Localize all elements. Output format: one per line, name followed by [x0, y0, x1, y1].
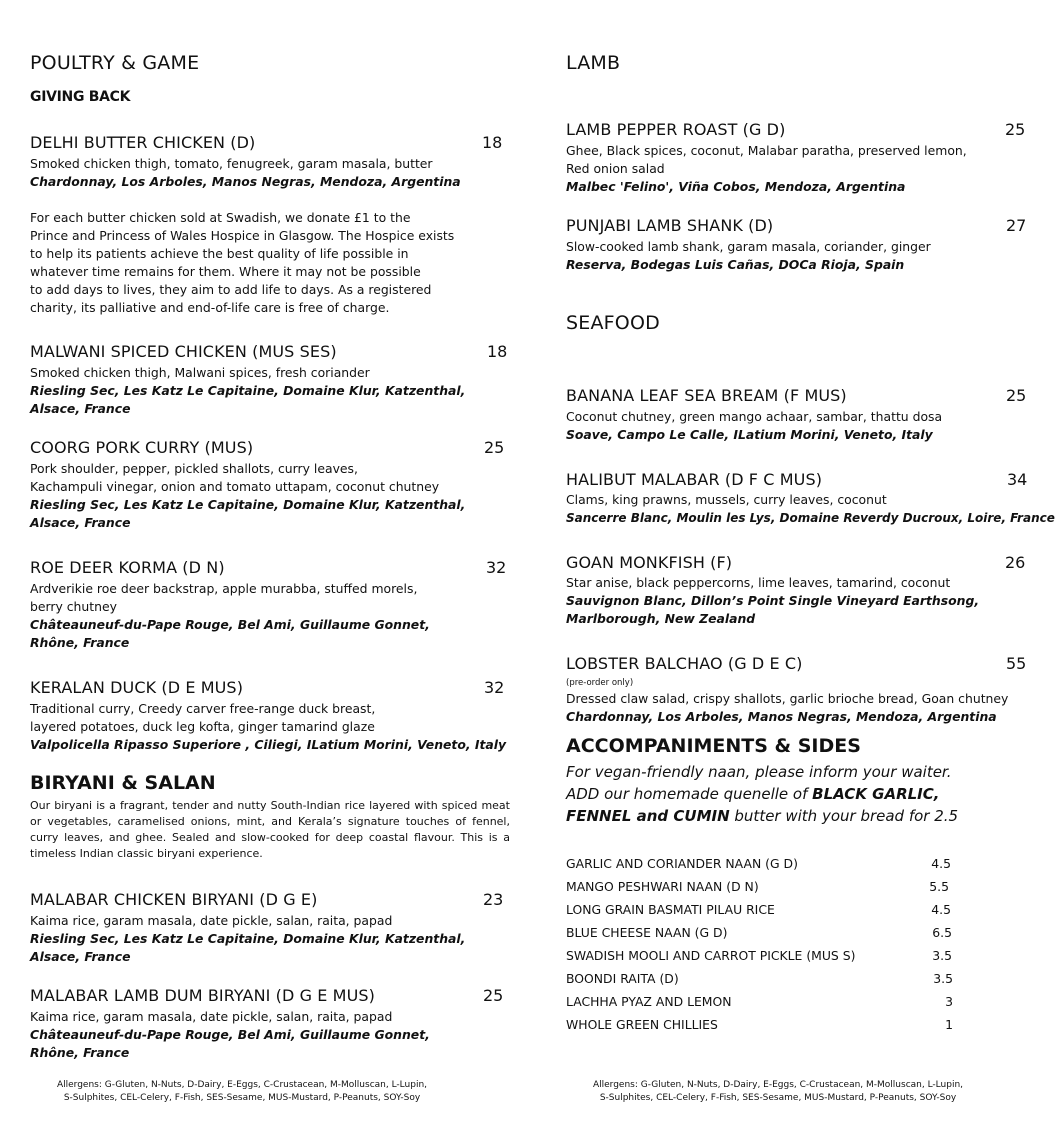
intro-text: butter with your bread for 2.5 — [729, 807, 959, 825]
wine-pairing: Châteauneuf-du-Pape Rouge, Bel Ami, Guillaume Gonnet, — [30, 617, 430, 632]
dish-price: 25 — [1005, 120, 1026, 139]
side-name: WHOLE GREEN CHILLIES — [566, 1017, 718, 1032]
dish-description: Kachampuli vinegar, onion and tomato uttapam, coconut chutney — [30, 479, 440, 494]
dish-price: 26 — [1005, 553, 1026, 572]
dish-price: 25 — [484, 438, 505, 457]
wine-pairing: Châteauneuf-du-Pape Rouge, Bel Ami, Guillaume Gonnet, — [30, 1027, 430, 1042]
dish-description: Smoked chicken thigh, Malwani spices, fresh coriander — [30, 365, 370, 380]
dish-name: PUNJABI LAMB SHANK (D) — [566, 216, 774, 235]
wine-pairing: Chardonnay, Los Arboles, Manos Negras, Mendoza, Argentina — [566, 709, 997, 724]
dish-description: berry chutney — [30, 599, 117, 614]
dish-description: Kaima rice, garam masala, date pickle, salan, raita, papad — [30, 1009, 393, 1024]
dish-description: Ardverikie roe deer backstrap, apple murabba, stuffed morels, — [30, 581, 418, 596]
intro-text: ADD our homemade quenelle of — [566, 785, 813, 803]
pre-order-note: (pre-order only) — [566, 678, 634, 688]
wine-pairing: Valpolicella Ripasso Superiore , Ciliegi, ILatium Morini, Veneto, Italy — [30, 737, 507, 752]
side-price: 3.5 — [933, 971, 953, 986]
accompaniments-heading: ACCOMPANIMENTS & SIDES — [566, 735, 861, 757]
dish-price: 18 — [487, 342, 508, 361]
side-price: 6.5 — [932, 925, 952, 940]
seafood-heading: SEAFOOD — [566, 312, 660, 334]
biryani-intro: Our biryani is a fragrant, tender and nutty South-Indian rice layered with spiced meat or vegetables, caramelised onions, mint, and Kerala’s signature touches of fennel, curry leaves, and ghee. Sealed and slow-cooked for deep coastal flavour. This is a timeless Indian classic biryani experience. — [30, 799, 510, 860]
wine-pairing: Chardonnay, Los Arboles, Manos Negras, Mendoza, Argentina — [30, 174, 461, 189]
dish-price: 23 — [483, 890, 504, 909]
intro-emphasis: FENNEL and CUMIN — [566, 807, 730, 825]
dish-description: Red onion salad — [566, 161, 665, 176]
side-price: 4.5 — [931, 856, 951, 871]
paragraph-line: Prince and Princess of Wales Hospice in Glasgow. The Hospice exists — [30, 228, 455, 243]
dish-price: 18 — [482, 133, 503, 152]
side-name: BLUE CHEESE NAAN (G D) — [566, 925, 728, 940]
wine-pairing: Rhône, France — [30, 635, 130, 650]
dish-name: BANANA LEAF SEA BREAM (F MUS) — [566, 386, 847, 405]
dish-name: MALABAR LAMB DUM BIRYANI (D G E MUS) — [30, 986, 375, 1005]
allergens-note — [566, 1079, 990, 1105]
dish-name: MALABAR CHICKEN BIRYANI (D G E) — [30, 890, 318, 909]
wine-pairing: Marlborough, New Zealand — [566, 611, 756, 626]
dish-price: 32 — [486, 558, 507, 577]
side-name: BOONDI RAITA (D) — [566, 971, 679, 986]
side-name: MANGO PESHWARI NAAN (D N) — [566, 879, 759, 894]
side-price: 5.5 — [929, 879, 949, 894]
paragraph-line: whatever time remains for them. Where it may not be possible — [30, 264, 421, 279]
intro-line — [566, 805, 958, 827]
biryani-salan-heading: BIRYANI & SALAN — [30, 772, 216, 794]
side-price: 4.5 — [931, 902, 951, 917]
wine-pairing: Reserva, Bodegas Luis Cañas, DOCa Rioja, Spain — [566, 257, 905, 272]
wine-pairing: Soave, Campo Le Calle, ILatium Morini, Veneto, Italy — [566, 427, 933, 442]
side-name: GARLIC AND CORIANDER NAAN (G D) — [566, 856, 798, 871]
dish-price: 32 — [484, 678, 505, 697]
sides-intro — [566, 761, 958, 827]
wine-pairing: Alsace, France — [30, 515, 131, 530]
dish-description: Kaima rice, garam masala, date pickle, salan, raita, papad — [30, 913, 393, 928]
wine-pairing: Sancerre Blanc, Moulin les Lys, Domaine Reverdy Ducroux, Loire, France — [566, 511, 1055, 525]
allergens-line: Allergens: G-Gluten, N-Nuts, D-Dairy, E-Eggs, C-Crustacean, M-Molluscan, L-Lupin, — [592, 1080, 964, 1090]
dish-description: Clams, king prawns, mussels, curry leaves, coconut — [566, 492, 887, 507]
dish-description: layered potatoes, duck leg kofta, ginger tamarind glaze — [30, 719, 375, 734]
dish-name: ROE DEER KORMA (D N) — [30, 558, 225, 577]
dish-name: HALIBUT MALABAR (D F C MUS) — [566, 470, 823, 489]
side-price: 1 — [945, 1017, 953, 1032]
side-name: LONG GRAIN BASMATI PILAU RICE — [566, 902, 775, 917]
dish-description: Traditional curry, Creedy carver free-range duck breast, — [30, 701, 376, 716]
poultry-game-heading: POULTRY & GAME — [30, 52, 200, 74]
paragraph-line: to help its patients achieve the best quality of life possible in — [30, 246, 409, 261]
giving-back-heading: GIVING BACK — [30, 89, 131, 105]
lamb-heading: LAMB — [566, 52, 621, 74]
dish-name: DELHI BUTTER CHICKEN (D) — [30, 133, 256, 152]
dish-description: Dressed claw salad, crispy shallots, garlic brioche bread, Goan chutney — [566, 691, 1009, 706]
dish-description: Pork shoulder, pepper, pickled shallots, curry leaves, — [30, 461, 358, 476]
wine-pairing: Alsace, France — [30, 401, 131, 416]
dish-name: MALWANI SPICED CHICKEN (MUS SES) — [30, 342, 337, 361]
intro-line — [566, 783, 958, 805]
wine-pairing: Rhône, France — [30, 1045, 130, 1060]
wine-pairing: Riesling Sec, Les Katz Le Capitaine, Domaine Klur, Katzenthal, — [30, 497, 466, 512]
allergens-line: S-Sulphites, CEL-Celery, F-Fish, SES-Sesame, MUS-Mustard, P-Peanuts, SOY-Soy — [63, 1093, 421, 1103]
dish-name: KERALAN DUCK (D E MUS) — [30, 678, 244, 697]
side-name: SWADISH MOOLI AND CARROT PICKLE (MUS S) — [566, 948, 856, 963]
side-name: LACHHA PYAZ AND LEMON — [566, 994, 732, 1009]
dish-price: 34 — [1007, 470, 1028, 489]
paragraph-line: charity, its palliative and end-of-life care is free of charge. — [30, 300, 390, 315]
wine-pairing: Malbec 'Felino', Viña Cobos, Mendoza, Argentina — [566, 179, 906, 194]
dish-description: Star anise, black peppercorns, lime leaves, tamarind, coconut — [566, 575, 951, 590]
dish-name: GOAN MONKFISH (F) — [566, 553, 733, 572]
allergens-line: S-Sulphites, CEL-Celery, F-Fish, SES-Sesame, MUS-Mustard, P-Peanuts, SOY-Soy — [599, 1093, 957, 1103]
dish-price: 27 — [1006, 216, 1027, 235]
dish-description: Smoked chicken thigh, tomato, fenugreek, garam masala, butter — [30, 156, 433, 171]
dish-name: LAMB PEPPER ROAST (G D) — [566, 120, 786, 139]
dish-description: Coconut chutney, green mango achaar, sambar, thattu dosa — [566, 409, 943, 424]
allergens-note — [30, 1079, 454, 1105]
paragraph-line: For each butter chicken sold at Swadish, we donate £1 to the — [30, 210, 411, 225]
wine-pairing: Alsace, France — [30, 949, 131, 964]
wine-pairing: Riesling Sec, Les Katz Le Capitaine, Domaine Klur, Katzenthal, — [30, 931, 466, 946]
side-price: 3 — [945, 994, 953, 1009]
side-price: 3.5 — [932, 948, 952, 963]
hospice-paragraph — [30, 209, 454, 317]
wine-pairing: Riesling Sec, Les Katz Le Capitaine, Domaine Klur, Katzenthal, — [30, 383, 466, 398]
dish-description: Slow-cooked lamb shank, garam masala, coriander, ginger — [566, 239, 931, 254]
dish-price: 25 — [1006, 386, 1027, 405]
dish-price: 25 — [483, 986, 504, 1005]
intro-emphasis: BLACK GARLIC, — [812, 785, 940, 803]
wine-pairing: Sauvignon Blanc, Dillon’s Point Single Vineyard Earthsong, — [566, 593, 980, 608]
paragraph-line: to add days to lives, they aim to add life to days. As a registered — [30, 282, 432, 297]
dish-description: Ghee, Black spices, coconut, Malabar paratha, preserved lemon, — [566, 143, 967, 158]
dish-price: 55 — [1006, 654, 1027, 673]
dish-name: COORG PORK CURRY (MUS) — [30, 438, 254, 457]
allergens-line: Allergens: G-Gluten, N-Nuts, D-Dairy, E-Eggs, C-Crustacean, M-Molluscan, L-Lupin, — [56, 1080, 428, 1090]
dish-name: LOBSTER BALCHAO (G D E C) — [566, 654, 803, 673]
intro-line: For vegan-friendly naan, please inform your waiter. — [566, 763, 952, 781]
